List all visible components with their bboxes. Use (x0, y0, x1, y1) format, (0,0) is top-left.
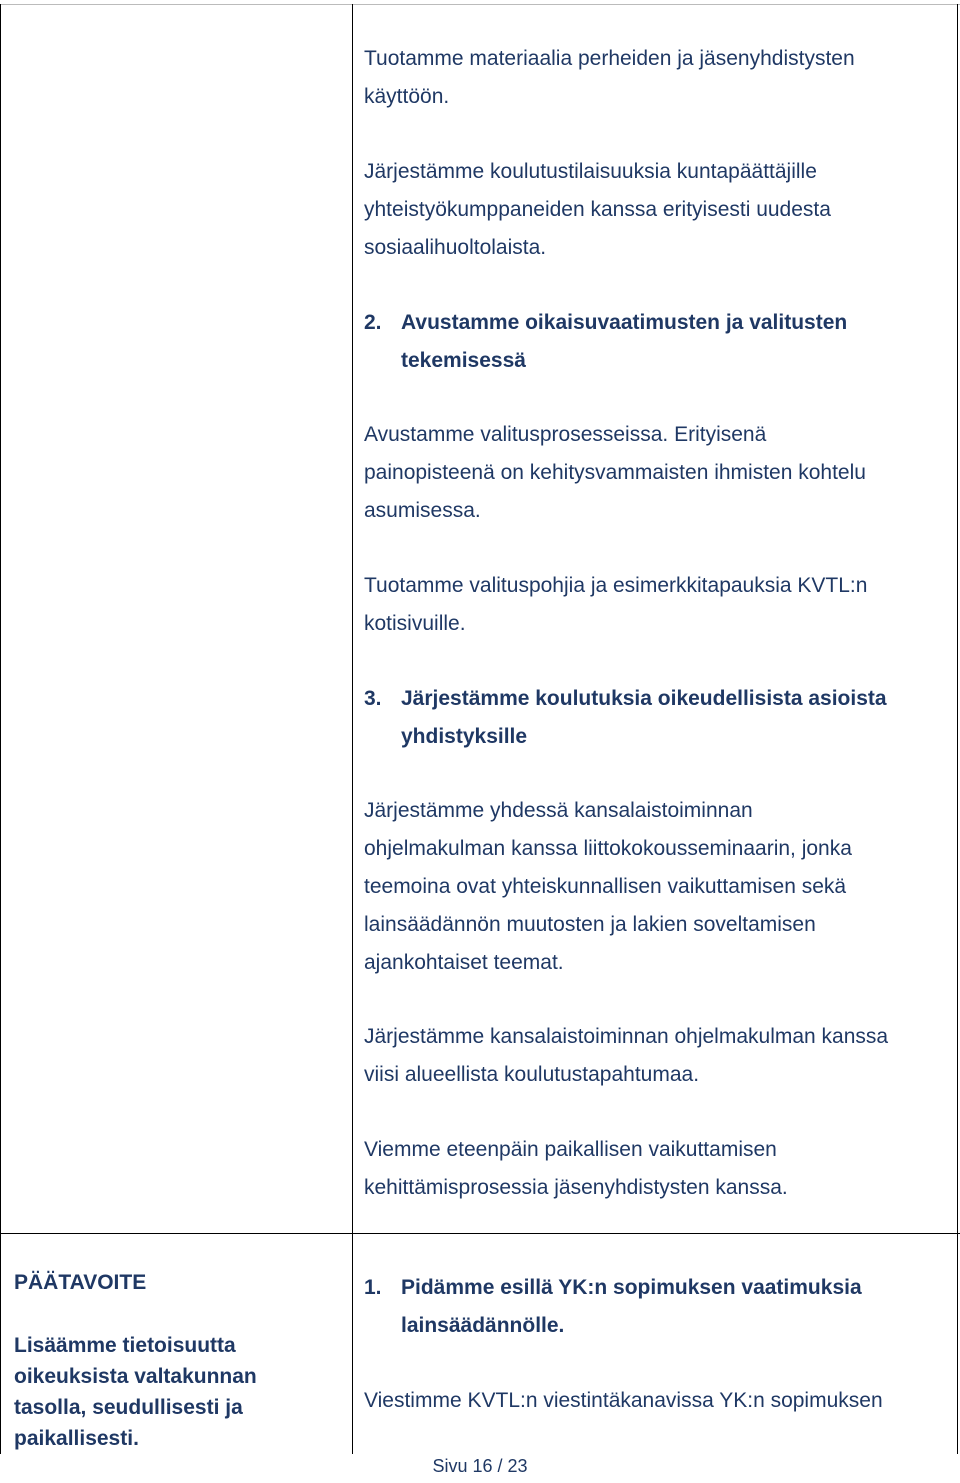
section-heading: Järjestämme koulutuksia oikeudellisista asioista (401, 687, 887, 710)
goal-line: oikeuksista valtakunnan (14, 1365, 257, 1388)
paragraph-line: Tuotamme materiaalia perheiden ja jäsenyhdistysten (364, 47, 855, 70)
paragraph-line: sosiaalihuoltolaista. (364, 236, 547, 259)
heading-number: 2. (364, 311, 382, 334)
section-heading: yhdistyksille (401, 725, 528, 748)
row-divider (0, 1233, 960, 1234)
table-border-right (957, 4, 958, 1454)
table-border-left (0, 4, 1, 1454)
heading-number: 1. (364, 1276, 382, 1299)
paragraph-line: Järjestämme koulutustilaisuuksia kuntapäättäjille (364, 160, 817, 183)
paragraph-line: Viemme eteenpäin paikallisen vaikuttamisen (364, 1138, 777, 1161)
paragraph-line: Viestimme KVTL:n viestintäkanavissa YK:n sopimuksen (364, 1389, 883, 1412)
section-heading: lainsäädännölle. (401, 1314, 565, 1337)
section-heading: Pidämme esillä YK:n sopimuksen vaatimuksia (401, 1276, 862, 1299)
section-heading: tekemisessä (401, 349, 526, 372)
heading-number: 3. (364, 687, 382, 710)
paragraph-line: ajankohtaiset teemat. (364, 951, 564, 974)
goal-line: paikallisesti. (14, 1427, 139, 1450)
paragraph-line: Avustamme valitusprosesseissa. Erityisenä (364, 423, 767, 446)
paragraph-line: viisi alueellista koulutustapahtumaa. (364, 1063, 700, 1086)
page-number: Sivu 16 / 23 (432, 1456, 528, 1476)
paragraph-line: teemoina ovat yhteiskunnallisen vaikuttamisen sekä (364, 875, 847, 898)
paragraph-line: lainsäädännön muutosten ja lakien soveltamisen (364, 913, 816, 936)
goal-title: PÄÄTAVOITE (14, 1271, 147, 1294)
goal-line: tasolla, seudullisesti ja (14, 1396, 243, 1419)
paragraph-line: asumisessa. (364, 499, 481, 522)
column-divider (352, 4, 353, 1454)
paragraph-line: käyttöön. (364, 85, 450, 108)
section-heading: Avustamme oikaisuvaatimusten ja valitusten (401, 311, 848, 334)
table-border-top (0, 4, 960, 5)
paragraph-line: Tuotamme valituspohjia ja esimerkkitapauksia KVTL:n (364, 574, 868, 597)
paragraph-line: Järjestämme yhdessä kansalaistoiminnan (364, 799, 753, 822)
goal-line: Lisäämme tietoisuutta (14, 1334, 236, 1357)
paragraph-line: kotisivuille. (364, 612, 466, 635)
paragraph-line: ohjelmakulman kanssa liittokokousseminaarin, jonka (364, 837, 852, 860)
paragraph-line: Järjestämme kansalaistoiminnan ohjelmakulman kanssa (364, 1025, 889, 1048)
paragraph-line: yhteistyökumppaneiden kanssa erityisesti uudesta (364, 198, 831, 221)
paragraph-line: painopisteenä on kehitysvammaisten ihmisten kohtelu (364, 461, 866, 484)
paragraph-line: kehittämisprosessia jäsenyhdistysten kanssa. (364, 1176, 788, 1199)
